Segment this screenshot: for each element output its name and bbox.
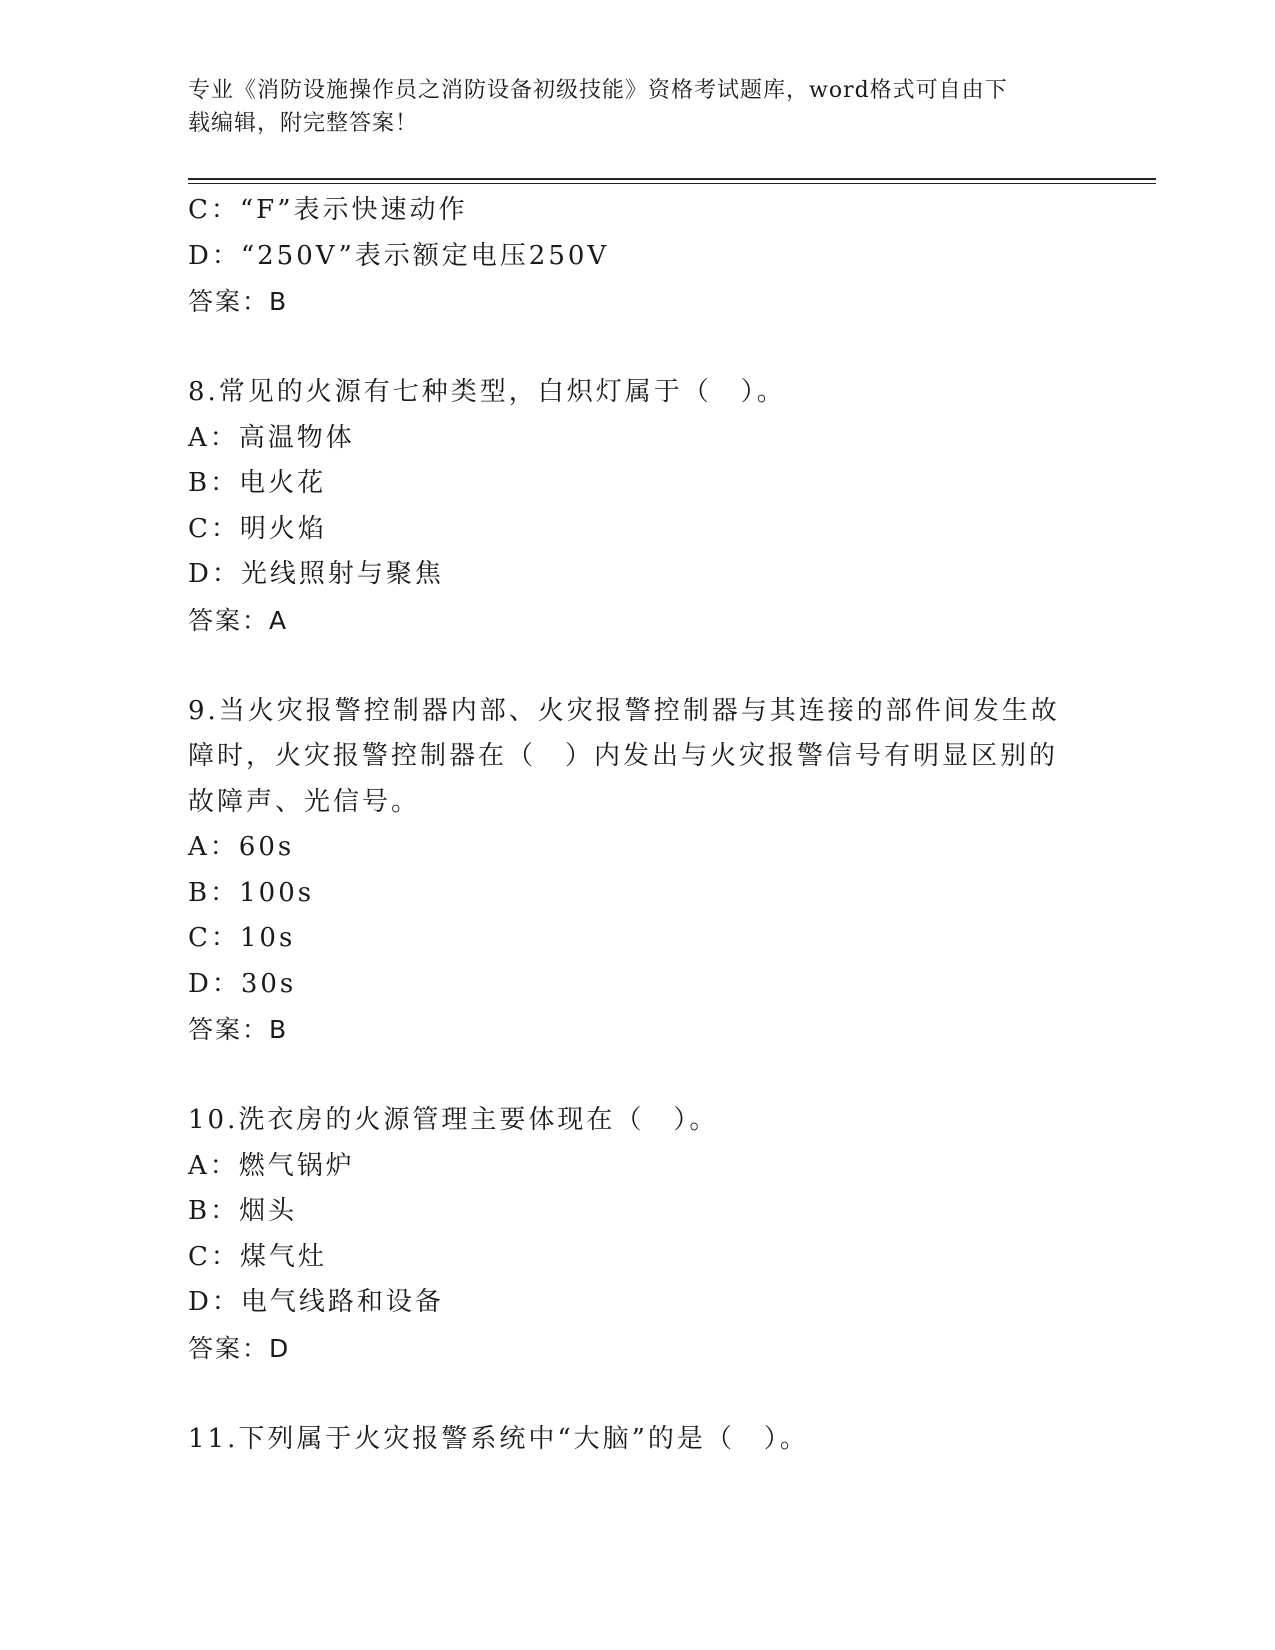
option-d: D：“250V”表示额定电压250V [188,240,610,271]
spacer [188,325,1088,371]
question-block-7 [188,188,1088,325]
question-text: 10.洗衣房的火源管理主要体现在（ ）。 [188,1105,719,1135]
option-b: B：100s [188,877,315,908]
option-c: C：明火焰 [188,513,327,544]
spacer [188,643,1088,689]
option-a: A：高温物体 [188,422,355,453]
question-text-line-1: 9.当火灾报警控制器内部、火灾报警控制器与其连接的部件间发生故 [188,695,1060,726]
answer-line: 答案：B [188,1015,289,1044]
answer-line: 答案：D [188,1333,291,1363]
question-block-8 [188,370,1088,643]
question-text-line-3: 故障声、光信号。 [188,786,421,817]
question-block-11 [188,1417,1088,1463]
option-d: D：光线照射与聚焦 [188,559,444,589]
option-c: C：“F”表示快速动作 [188,195,468,225]
answer-line: 答案：A [188,605,289,635]
question-text: 8.常见的火源有七种类型，白炽灯属于（ ）。 [188,377,786,407]
spacer [188,1371,1088,1417]
question-text-line-2: 障时，火灾报警控制器在（ ）内发出与火灾报警信号有明显区别的 [188,741,1059,771]
answer-line: 答案：B [188,287,289,316]
header-divider-thin [188,183,1156,184]
option-c: C：煤气灶 [188,1241,327,1272]
header-line-1: 专业《消防设施操作员之消防设备初级技能》资格考试题库，word格式可自由下 [188,78,1008,103]
header-divider-thick [188,178,1156,180]
option-a: A：60s [188,832,295,862]
option-b: B：烟头 [188,1196,298,1226]
option-b: B：电火花 [188,468,327,498]
document-header [188,74,1068,140]
option-d: D：30s [188,968,297,999]
spacer [188,1053,1088,1099]
question-list [188,188,1088,1462]
option-d: D：电气线路和设备 [188,1287,444,1317]
header-line-2: 载编辑，附完整答案！ [188,111,419,136]
option-a: A：燃气锅炉 [188,1150,355,1181]
option-c: C：10s [188,923,296,953]
question-block-9 [188,689,1088,1053]
question-text: 11.下列属于火灾报警系统中“大脑”的是（ ）。 [188,1423,809,1454]
question-block-10 [188,1098,1088,1371]
